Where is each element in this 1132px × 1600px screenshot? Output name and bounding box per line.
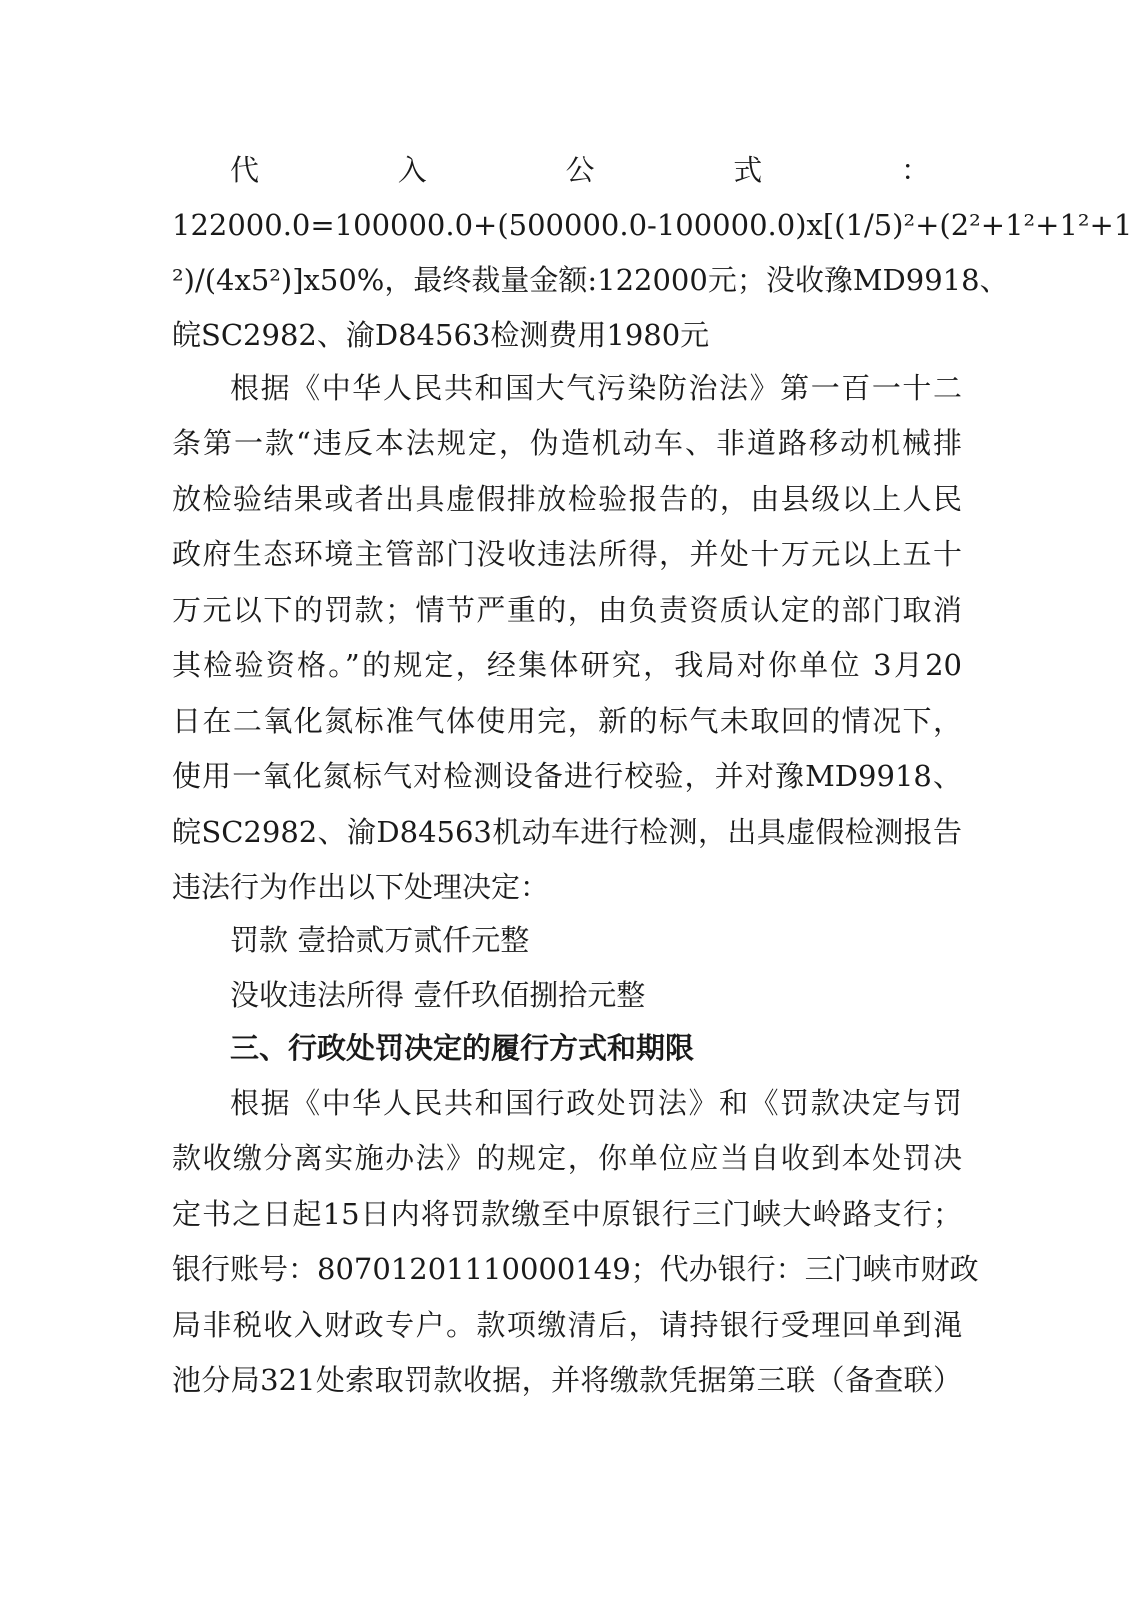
payment-line: 款收缴分离实施办法》的规定，你单位应当自收到本处罚决 <box>172 1141 962 1175</box>
formula-line: ²)/(4x5²)]x50%，最终裁量金额:122000元；没收豫MD9918、 <box>172 263 1009 297</box>
lead-char: 公 <box>565 153 595 187</box>
payment-line: 根据《中华人民共和国行政处罚法》和《罚款决定与罚 <box>230 1086 962 1120</box>
legal-basis-line: 条第一款“违反本法规定，伪造机动车、非道路移动机械排 <box>172 426 962 460</box>
payment-line: 银行账号：80701201110000149；代办银行：三门峡市财政 <box>172 1252 979 1286</box>
legal-basis-line: 其检验资格。”的规定，经集体研究，我局对你单位 3月20 <box>172 648 962 682</box>
payment-line: 定书之日起15日内将罚款缴至中原银行三门峡大岭路支行； <box>172 1197 962 1231</box>
confiscation-amount-line: 没收违法所得 壹仟玖佰捌拾元整 <box>230 978 646 1012</box>
legal-basis-line: 日在二氧化氮标准气体使用完，新的标气未取回的情况下， <box>172 704 962 738</box>
lead-char: 代 <box>230 153 260 187</box>
payment-line: 局非税收入财政专户。款项缴清后，请持银行受理回单到渑 <box>172 1308 962 1342</box>
formula-line: 皖SC2982、渝D84563检测费用1980元 <box>172 318 710 352</box>
lead-char: 式 <box>733 153 763 187</box>
fine-amount-line: 罚款 壹拾贰万贰仟元整 <box>230 923 530 957</box>
legal-basis-line: 政府生态环境主管部门没收违法所得，并处十万元以上五十 <box>172 537 962 571</box>
payment-line: 池分局321处索取罚款收据，并将缴款凭据第三联（备查联） <box>172 1363 962 1397</box>
legal-basis-line: 放检验结果或者出具虚假排放检验报告的，由县级以上人民 <box>172 482 962 516</box>
formula-lead-line <box>230 150 930 190</box>
formula-line: 122000.0=100000.0+(500000.0-100000.0)x[(1/5)²+(2²+1²+1²+1 <box>172 208 1132 242</box>
legal-basis-line: 根据《中华人民共和国大气污染防治法》第一百一十二 <box>230 371 962 405</box>
legal-basis-line: 使用一氧化氮标气对检测设备进行校验，并对豫MD9918、 <box>172 759 962 793</box>
lead-char: ： <box>900 153 930 187</box>
section-heading: 三、行政处罚决定的履行方式和期限 <box>230 1031 695 1065</box>
lead-char: 入 <box>397 153 427 187</box>
legal-basis-line: 违法行为作出以下处理决定： <box>172 870 550 904</box>
legal-basis-line: 万元以下的罚款；情节严重的，由负责资质认定的部门取消 <box>172 593 962 627</box>
legal-basis-line: 皖SC2982、渝D84563机动车进行检测，出具虚假检测报告 <box>172 815 962 849</box>
